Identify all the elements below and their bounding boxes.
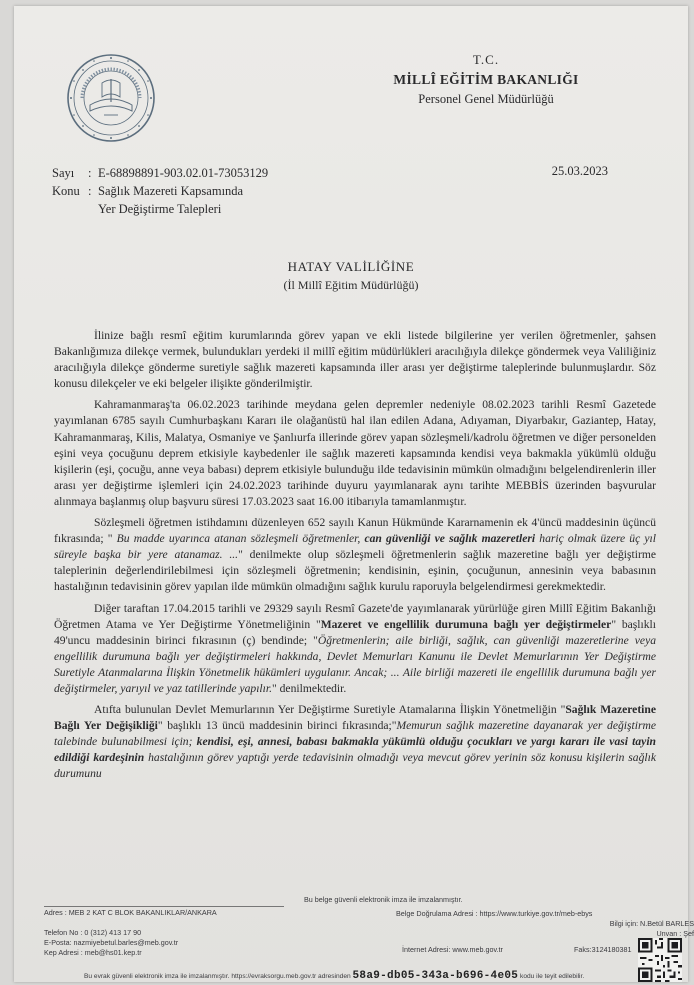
- document-page: [14, 6, 694, 982]
- quote-bold-run: can güvenliği ve sağlık mazeretleri: [364, 532, 536, 546]
- footer-verify-link[interactable]: Belge Doğrulama Adresi : https://www.turkiye.gov.tr/meb-ebys: [396, 909, 593, 918]
- verification-code: 58a9-db05-343a-b696-4e05: [352, 970, 519, 982]
- text-run: Diğer taraftan 17.04.2015 tarihli ve 29329 sayılı Resmî Gazete'de yayımlanarak yürürlüğe giren Millî Eğitim Bakanlığı Öğretmen Atama ve Yer Değiştirme Yönetmeliğinin ": [54, 601, 656, 631]
- footer-info: [574, 919, 694, 939]
- text-run: " başlıklı 13 üncü maddesinin birinci fıkrasında;": [157, 719, 397, 733]
- konu-line-2: Yer Değiştirme Talepleri: [98, 202, 222, 216]
- quote-run: Öğretmenlerin; aile birliği, sağlık, can güvenliği mazeretlerine veya engellilik durumuna bağlı yer değiştirmeleri hakkında, Devlet Memurları Kanunu ile Devlet Memurlarının Yer Değiştirme Suretiyle Atanmalarına İlişkin Yönetmelik hükümleri uygulanır. Ancak; ... Aile birliği mazereti ile engellilik durumuna bağlı yer değiştirmeler, yarıyıl ve yaz tatillerinde yapılır.: [54, 633, 657, 695]
- quote-run: hariç olmak üzere üç yıl süreyle başka bir yere atanamaz. ...: [54, 532, 656, 562]
- letterhead-tc: T.C.: [472, 52, 500, 67]
- paragraph-4: [54, 601, 656, 698]
- addressee: [14, 259, 688, 293]
- sayi-value: E-68898891-903.02.01-73053129: [98, 166, 269, 180]
- footer-bottom-text: Bu evrak güvenli elektronik imza ile imzalanmıştır. https://evraksorgu.meb.gov.tr adresinden: [84, 973, 351, 980]
- quote-run: Bu madde uyarınca atanan sözleşmeli öğretmenler,: [116, 532, 365, 546]
- qr-code-icon: [638, 938, 682, 982]
- quote-bold-run: kendisi, eşi, annesi, babası bakmakla yükümlü olduğu çocukları ve yargı kararı ile vasi tayin edildiği kardeşinin: [54, 735, 657, 765]
- paragraph-3: [54, 515, 656, 595]
- heading-run: Sağlık Mazeretine Bağlı Yer Değişikliği: [54, 703, 656, 733]
- addressee-line-1: HATAY VALİLİĞİNE: [287, 259, 415, 274]
- ministry-seal-logo: [66, 53, 156, 143]
- quote-run: hastalığının görev yaptığı yerde tedavisinin olmadığı veya mevcut görev yerinin söz konusu kişilerin sağlık durumunu: [54, 751, 656, 781]
- document-date: 25.03.2023: [551, 164, 608, 178]
- footer-fax: Faks:3124180381: [574, 945, 632, 954]
- footer-title: Unvan : Şef: [656, 929, 694, 938]
- letterhead-ministry: MİLLÎ EĞİTİM BAKANLIĞI: [393, 72, 579, 87]
- text-run: " denilmekte olup sözleşmeli öğretmenlerin sağlık mazeretine bağlı yer değiştirme taleplerinin değerlendirilebilmesi için sözleşmeli öğretmenin; kendisinin, eşinin, çocuğunun, annesinin veya babasının hastalığının tedavisinin görev yapılan ilde mümkün olmadığını sağlık kurulu raporuyla belgelendirmesi gerekmektedir.: [54, 548, 656, 594]
- konu-label: Konu: [52, 184, 80, 198]
- text-run: " denilmektedir.: [272, 681, 347, 695]
- document-meta: Sayı : E-68898891-903.02.01-73053129 Konu : Sağlık Mazereti Kapsamında Yer Değiştirme Talepleri: [52, 166, 269, 216]
- footer-contact: [44, 928, 178, 958]
- text-run: Sözleşmeli öğretmen istihdamını düzenleyen 652 sayılı Kanun Hükmünde Kararnamenin ek 4'üncü maddesinin üçüncü fıkrasında; ": [54, 516, 656, 546]
- paragraph-5: [54, 702, 656, 782]
- letterhead-department: Personel Genel Müdürlüğü: [418, 92, 554, 106]
- addressee-line-2: (İl Millî Eğitim Müdürlüğü): [283, 278, 419, 292]
- heading-run: Mazeret ve engellilik durumuna bağlı yer değiştirmeler: [320, 617, 612, 631]
- paragraph-2: Kahramanmaraş'ta 06.02.2023 tarihinde meydana gelen depremler nedeniyle 08.02.2023 tarihli Resmî Gazetede yayımlanan 6785 sayılı Cumhurbaşkanı Kararı ile olağanüstü hal ilan edilen Adana, Adıyaman, Diyarbakır, Gaziantep, Hatay, Kahramanmaraş, Kilis, Malatya, Osmaniye ve Şanlıurfa illerinde görev yapan sözleşmeli/kadrolu öğretmen ve diğer personelden eşini veya çocuğunu deprem etkisiyle kaybedenler ile sağlık mazereti kapsamında kendisi veya bakmakla yükümlü olduğu kişilerin (eşi, çocuğu, anne veya babası) deprem etkisiyle bulunduğu ilde tedavisinin mümkün olmadığını belgelendirenlerin iller arası yer değiştirme işlemleri için 24.02.2023 tarihinde duyuru yayımlanarak aynı tarihte MEBBİS üzerinden başvurular alınmaya başlanmış olup başvuru süresi 17.03.2023 saat 16.00 itibarıyla tamamlanmıştır.: [54, 398, 656, 508]
- footer-phone: Telefon No : 0 (312) 413 17 90: [44, 928, 142, 937]
- quote-run: Memurun sağlık mazeretine dayanarak yer değiştirme talebinde bulunabilmesi için;: [54, 719, 656, 749]
- paragraph-1: İlinize bağlı resmî eğitim kurumlarında görev yapan ve ekli listede bilgilerine yer verilen öğretmenler, şahsen Bakanlığımıza dilekçe vermek, bulundukları yerdeki il millî eğitim müdürlükleri aracılığıyla dilekçe göndermek veya Valiliğiniz aracılığıyla dilekçe gönderme suretiyle sağlık mazereti kapsamında iller arası yer değiştirme taleplerinde bulunmuşlardır. Söz konusu dilekçeler ve eki belgeler ilişikte gönderilmiştir.: [54, 329, 656, 391]
- footer-verification-line: [84, 971, 584, 982]
- footer-web-link[interactable]: İnternet Adresi: www.meb.gov.tr: [402, 945, 503, 954]
- footer-signature-note: Bu belge güvenli elektronik imza ile imzalanmıştır.: [304, 895, 463, 904]
- footer-bottom-text-2: kodu ile teyit edilebilir.: [520, 973, 585, 980]
- konu-line-1: Sağlık Mazereti Kapsamında: [98, 184, 244, 198]
- footer-email[interactable]: E-Posta: nazmiyebetul.barles@meb.gov.tr: [44, 938, 179, 947]
- footer-kep[interactable]: Kep Adresi : meb@hs01.kep.tr: [44, 948, 142, 957]
- text-run: " başlıklı 49'uncu maddesinin birinci fıkrasının (ç) bendinde; ": [54, 617, 656, 647]
- text-run: Atıfta bulunulan Devlet Memurlarının Yer Değiştirme Suretiyle Atamalarına İlişkin Yönetmeliğin ": [94, 703, 566, 717]
- footer-address: Adres : MEB 2 KAT C BLOK BAKANLIKLAR/ANKARA: [44, 906, 284, 918]
- sayi-label: Sayı: [52, 166, 75, 180]
- letterhead: [164, 52, 648, 107]
- footer-info-person: Bilgi için: N.Betül BARLES: [609, 919, 694, 928]
- letter-body: [54, 328, 656, 788]
